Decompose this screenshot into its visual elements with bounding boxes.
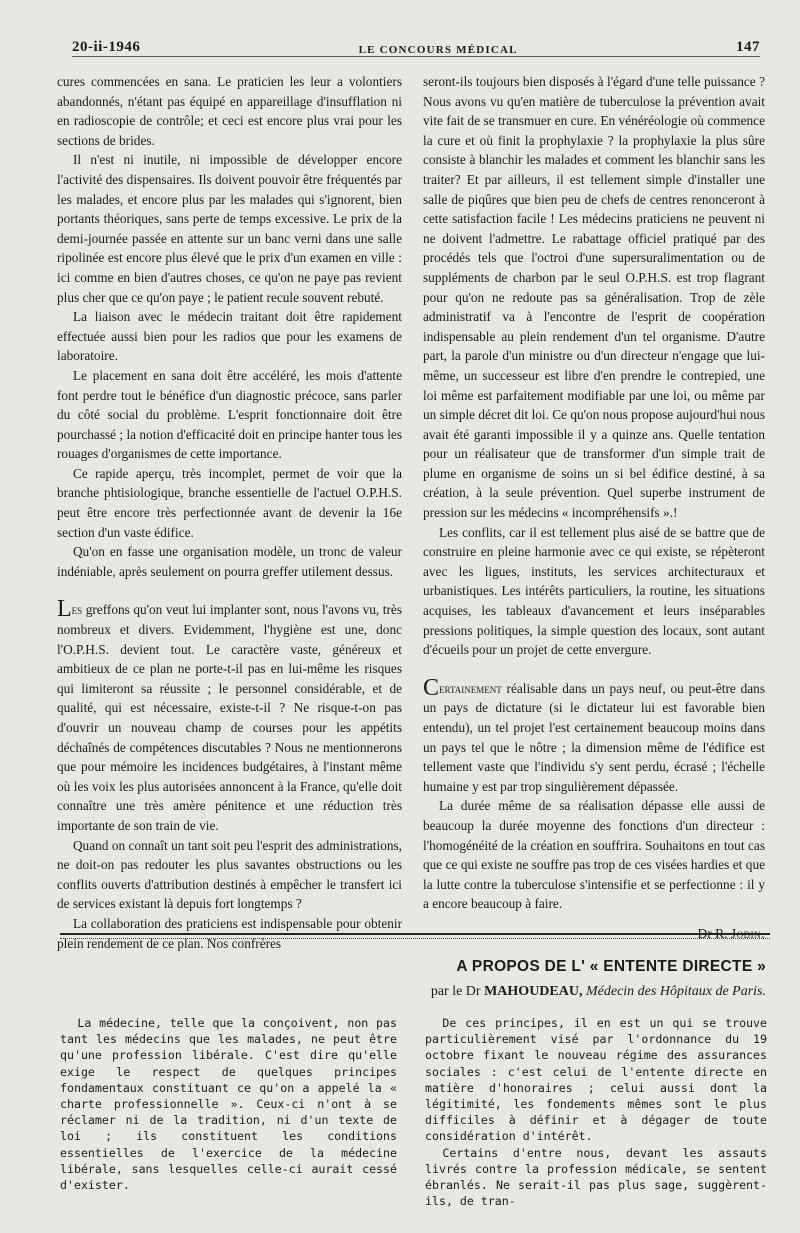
paragraph-text: réalisable dans un pays neuf, ou peut-être dans un pays de dictature (si le dictateur lui est favorable bien entendu), un tel projet l'est certainement beaucoup moins dans un pays tel que le nôtre ; la dimension même de l'édifice est tellement vaste que l'individu s'y sent perdu, écrasé ; l'échelle humaine y est par trop singulièrement dépassée. — [423, 680, 765, 794]
lead-in: es — [71, 602, 83, 618]
paragraph: De ces principes, il en est un qui se trouve particulièrement visé par l'ordonnance du 19 octobre fixant le nouveau régime des assurances sociales : c'est celui de l'entente directe en matière d'honoraires ; celui aussi dont la légitimité, les fondements mêmes sont le plus difficiles à définir et à dégager de toute considération d'intérêt. — [425, 1016, 767, 1144]
journal-title: LE CONCOURS MÉDICAL — [358, 44, 518, 56]
paragraph: Il n'est ni inutile, ni impossible de développer encore l'activité des dispensaires. Ils doivent pouvoir être fréquentés par les malades, et encore plus par les malades qui s'ignorent, bien portants théoriques, sans perte de temps excessive. Le prix de la demi-journée passée en attente sur un banc verni dans une salle ripolinée est encore plus élevé que le prix d'un examen en ville : ici comme en bien d'autres choses, ce qu'on ne paye pas revient plus cher que ce qu'on paye ; le patient recule souvent rebuté. — [57, 152, 402, 305]
section-paragraph — [57, 596, 402, 835]
byline-prefix: par le Dr — [430, 984, 485, 999]
paragraph: Ce rapide aperçu, très incomplet, permet de voir que la branche phtisiologique, branche essentielle de l'actuel O.P.H.S. peut être encore très perfectionnée avant de devenir la 16e section d'un vaste édifice. — [57, 465, 402, 540]
section-paragraph — [423, 674, 765, 797]
issue-date: 20-ii-1946 — [72, 39, 141, 55]
paragraph: La liaison avec le médecin traitant doit être rapidement effectuée aussi bien pour les radios que pour les examens de laboratoire. — [57, 309, 402, 364]
right-column — [423, 72, 765, 944]
paragraph: La collaboration des praticiens est indispensable pour obtenir plein rendement de ce plan. Nos confrères — [57, 915, 402, 951]
initial-letter: L — [57, 596, 72, 623]
paragraph: seront-ils toujours bien disposés à l'égard d'une telle puissance ? Nous avons vu qu'en matière de tuberculose la prévention avait vite fait de se transmuer en cure. En vénéréologie où commence la cure et où finit la prophylaxie ? la prophylaxie la plus sûre consiste à blanchir les malades et comment les blanchir sans les traiter? Et par ailleurs, il est tellement simple d'installer une salle de piqûres que bien peu de chefs de centres renonceront à cette satisfaction facile ! Les médecins praticiens ne peuvent ni ne doivent l'admettre. Le rabattage officiel pratiqué par des procédés tels que l'octroi d'une supersuralimentation ou de suppléments de charbon par le seul O.P.H.S. est trop flagrant pour qu'on ne redoute pas sa généralisation. Trop de zèle administratif va à l'encontre de l'esprit de coopération indispensable au plein rendement d'un tel organisme. D'autre part, la parole d'un ministre ou d'un directeur n'engage que lui-même, un successeur est libre d'en prendre le contrepied, une loi même est parfaitement modifiable par une loi, ou même par un simple décret dit loi. Ce qu'on nous propose aujourd'hui nous avait été garanti impossible il y a quinze ans. Quelle tentation pour un réalisateur que de transformer d'un simple trait de plume en organisme de soins un si bel édifice destiné, à sa création, à la seule prévention. Quel superbe instrument de pression sur les médecins « incompréhensifs ».! — [423, 74, 765, 521]
article2-right-column — [425, 1015, 767, 1209]
paragraph: La médecine, telle que la conçoivent, non pas tant les médecins que les malades, ne peut être qu'une profession libérale. C'est dire qu'elle exige le respect de quelques principes fondamentaux constituant ce qu'on a appelé la « charte professionnelle ». Ceux-ci n'ont à se réclamer ni de la tradition, ni d'un texte de loi ; ils constituent les conditions essentielles de l'exercice de la médecine libérale, sans lesquelles celle-ci aurait cessé d'exister. — [60, 1016, 397, 1193]
article2-left-column — [60, 1015, 397, 1193]
paragraph: Qu'on en fasse une organisation modèle, un tronc de valeur indéniable, après seulement on pourra greffer utilement dessus. — [57, 544, 402, 579]
author-name: MAHOUDEAU, — [484, 984, 583, 999]
page-number: 147 — [735, 39, 760, 55]
paragraph: La durée même de sa réalisation dépasse elle aussi de beaucoup la durée moyenne des fonctions d'un directeur : l'homogénéité de la création en souffrira. Souhaitons en tout cas que ce qui existe ne souffre pas trop de ces visées hardies et que la lutte contre la tuberculose s'intensifie et se perfectionne : il y a encore beaucoup à faire. — [423, 798, 765, 912]
author-role: Médecin des Hôpitaux de Paris. — [582, 984, 766, 999]
signature-prefix: Dr R. — [697, 925, 731, 941]
initial-letter: C — [423, 674, 440, 701]
article-byline — [431, 984, 766, 1000]
left-column — [57, 72, 402, 953]
paragraph: Quand on connaît un tant soit peu l'esprit des administrations, ne doit-on pas redouter les plus savantes obstructions ou les conflits ouverts d'attribution destinés à empêcher le transfert ici de services existant là depuis fort longtemps ? — [57, 837, 402, 912]
section-divider — [60, 933, 770, 939]
paragraph-text: greffons qu'on veut lui implanter sont, nous l'avons vu, très nombreux et divers. Evidemment, l'hygiène est une, donc l'O.P.H.S. devient tout. Le caractère vaste, généreux et ambitieux de ce plan ne porte-t-il pas en lui-même les risques qui limiteront sa réussite ; le personnel considérable, et de qualité, qui est nécessaire, existe-t-il ? Ne risque-t-on pas d'ouvrir un nouveau champ de courses pour les appétits déchaînés de compétences discutables ? Nous ne mentionnerons que pour mémoire les incidences budgétaires, à l'instant même où les voix les plus autorisées annoncent à la France, qu'elle doit connaître une très amère pénitence et une réduction très importante de son train de vie. — [57, 602, 402, 833]
paragraph: Certains d'entre nous, devant les assauts livrés contre la profession médicale, se sentent ébranlés. Ne serait-il pas plus sage, suggèrent-ils, de tran- — [425, 1145, 767, 1209]
page-header — [72, 26, 760, 57]
paragraph: Le placement en sana doit être accéléré, les mois d'attente font perdre tout le bénéfice d'un diagnostic précoce, sans parler du côté social du problème. L'esprit fonctionnaire doit être pourchassé ; la notion d'efficacité doit en principe hanter tous les rouages d'organismes de cette importance. — [57, 367, 402, 462]
lead-in: ertainement — [439, 680, 502, 696]
paragraph: Les conflits, car il est tellement plus aisé de se battre que de construire en pleine harmonie avec ce qui existe, se répèteront avec les ligues, instituts, les services architecturaux et urbanistiques. Les intérêts particuliers, la routine, les situations acquises, les tableaux d'avancement et leurs inséparables pressions politiques, la simple question des locaux, sont autant d'écueils pour un projet de cette envergure. — [423, 524, 765, 658]
signature-name: Jodin. — [730, 925, 765, 941]
article-title: A PROPOS DE L' « ENTENTE DIRECTE » — [456, 958, 766, 975]
paragraph: cures commencées en sana. Le praticien les leur a volontiers abandonnés, n'étant pas équipé en appareillage d'insufflation ni en radioscopie de contrôle; et ceci est encore plus vrai pour les sections de brides. — [57, 74, 402, 148]
